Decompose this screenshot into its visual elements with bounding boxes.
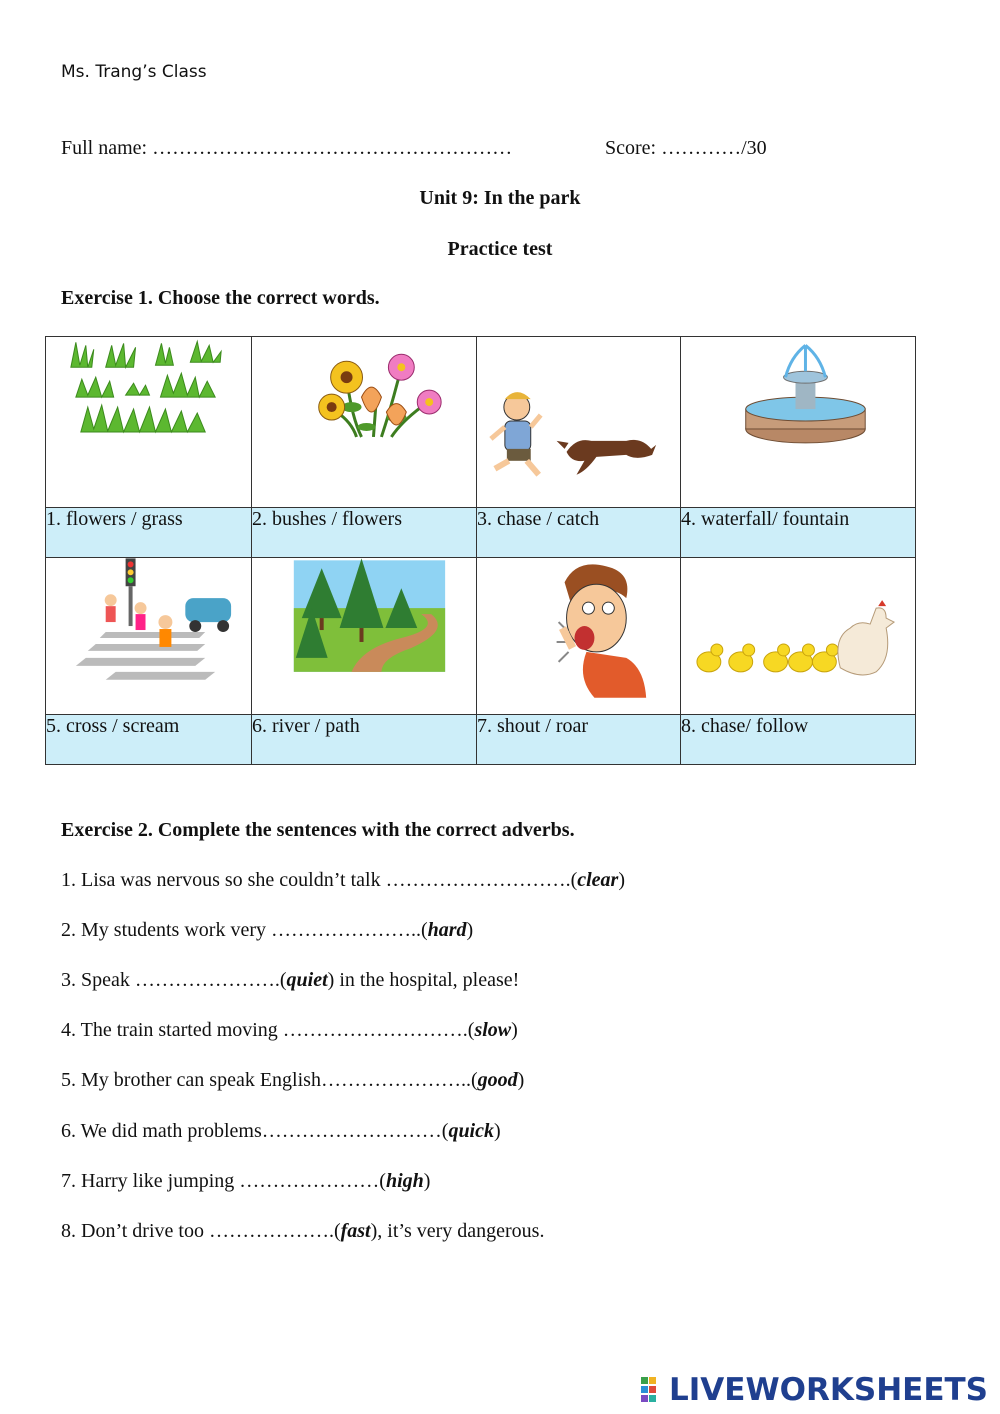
cell-image-7 [477,558,681,715]
sentence-text: 3. Speak ………………….( [61,969,287,991]
sentence-8[interactable] [61,1220,544,1243]
page-title: Unit 9: In the park [419,187,581,209]
sentence-text: 5. My brother can speak English…………………..( [61,1069,478,1091]
fountain-icon [681,337,915,507]
cell-image-1 [46,337,252,508]
exercise1-table [45,336,916,765]
logo-text: LIVEWORKSHEETS [669,1372,988,1408]
option-5[interactable]: 5. cross / scream [46,715,252,765]
sentence-4[interactable] [61,1019,518,1042]
sentence-6[interactable] [61,1120,501,1143]
flowers-icon [252,337,476,507]
sentence-end: ) [618,869,626,891]
sentence-7[interactable] [61,1170,430,1193]
cell-image-3 [477,337,681,508]
hint-word: clear [577,869,619,891]
option-4[interactable]: 4. waterfall/ fountain [681,508,916,558]
grass-icon [46,337,251,507]
sentence-end: ), it’s very dangerous. [370,1220,545,1242]
hint-word: quiet [286,969,328,991]
option-2[interactable]: 2. bushes / flowers [252,508,477,558]
hint-word: hard [427,919,467,941]
logo-grid-icon [641,1377,665,1403]
sentence-2[interactable] [61,919,473,942]
hint-word: good [477,1069,518,1091]
class-name: Ms. Trang’s Class [61,62,207,82]
score-field: Score: …………/30 [605,137,767,159]
shouting-boy-icon [477,558,680,714]
sentence-1[interactable] [61,869,625,892]
hint-word: quick [448,1120,494,1142]
sentence-end: ) [494,1120,501,1142]
liveworksheets-logo [641,1372,988,1408]
sentence-text: 2. My students work very …………………..( [61,919,428,941]
sentence-end: ) [466,919,474,941]
hint-word: slow [474,1019,512,1041]
cell-image-5 [46,558,252,715]
hen-chicks-icon [681,558,915,714]
cell-image-4 [681,337,916,508]
sentence-end: ) [423,1170,431,1192]
option-6[interactable]: 6. river / path [252,715,477,765]
page-subtitle: Practice test [447,238,553,260]
option-8[interactable]: 8. chase/ follow [681,715,916,765]
dog-chasing-boy-icon [477,337,680,507]
sentence-3[interactable] [61,969,519,992]
exercise1-heading: Exercise 1. Choose the correct words. [61,287,380,309]
sentence-text: 7. Harry like jumping …………………( [61,1170,386,1192]
option-7[interactable]: 7. shout / roar [477,715,681,765]
option-1[interactable]: 1. flowers / grass [46,508,252,558]
park-path-icon [252,558,476,714]
sentence-5[interactable] [61,1069,524,1092]
exercise2-heading: Exercise 2. Complete the sentences with the correct adverbs. [61,819,575,841]
sentence-text: 6. We did math problems………………………( [61,1120,449,1142]
sentence-end: ) [511,1019,518,1041]
full-name-field[interactable]: Full name: ……………………………………………… [61,137,513,159]
option-3[interactable]: 3. chase / catch [477,508,681,558]
hint-word: fast [340,1220,371,1242]
sentence-text: 8. Don’t drive too ……………….( [61,1220,341,1242]
sentence-text: 4. The train started moving ……………………….( [61,1019,475,1041]
sentence-end: ) in the hospital, please! [327,969,520,991]
sentence-end: ) [517,1069,525,1091]
sentence-text: 1. Lisa was nervous so she couldn’t talk ……………………….( [61,869,578,891]
crosswalk-icon [46,558,251,714]
hint-word: high [385,1170,424,1192]
cell-image-8 [681,558,916,715]
cell-image-2 [252,337,477,508]
cell-image-6 [252,558,477,715]
